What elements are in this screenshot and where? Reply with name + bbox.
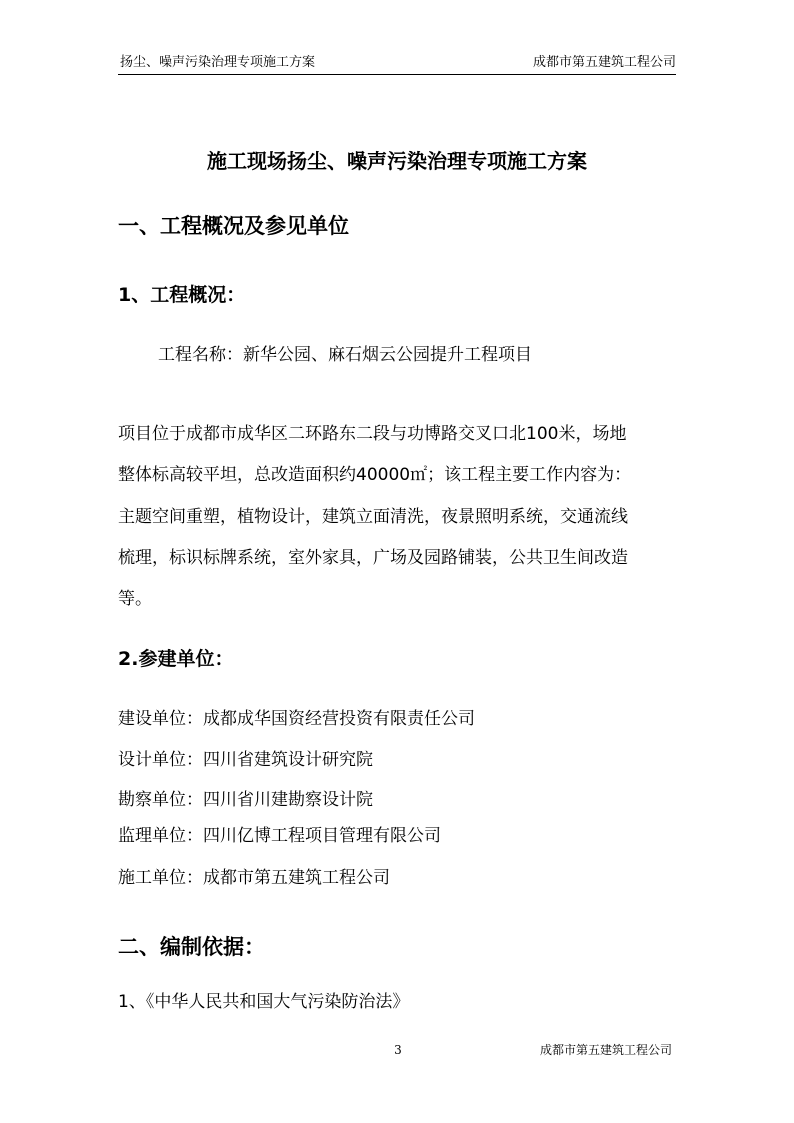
description-line: 主题空间重塑，植物设计，建筑立面清洗，夜景照明系统，交通流线	[118, 507, 628, 527]
section-heading-basis: 二、编制依据：	[118, 935, 265, 959]
unit-item-construction-owner: 建设单位：成都成华国资经营投资有限责任公司	[118, 709, 475, 729]
unit-item-supervision: 监理单位：四川亿博工程项目管理有限公司	[118, 826, 441, 846]
document-title: 施工现场扬尘、噪声污染治理专项施工方案	[207, 149, 587, 173]
project-name-line: 工程名称：新华公园、麻石烟云公园提升工程项目	[158, 345, 532, 365]
description-line: 项目位于成都市成华区二环路东二段与功博路交叉口北100米，场地	[118, 424, 627, 444]
basis-item: 1、《中华人民共和国大气污染防治法》	[118, 992, 410, 1012]
unit-item-design: 设计单位：四川省建筑设计研究院	[118, 750, 373, 770]
subsection-heading-project-overview: 1、工程概况：	[118, 284, 246, 306]
footer-company-name: 成都市第五建筑工程公司	[539, 1043, 672, 1057]
description-line: 整体标高较平坦，总改造面积约40000㎡；该工程主要工作内容为：	[118, 465, 632, 485]
description-line: 等。	[118, 589, 152, 609]
unit-item-survey: 勘察单位：四川省川建勘察设计院	[118, 790, 373, 810]
header-document-title: 扬尘、噪声污染治理专项施工方案	[120, 55, 316, 70]
section-heading-overview: 一、工程概况及参见单位	[118, 214, 349, 238]
subsection-heading-participating-units: 2.参建单位：	[118, 648, 234, 670]
page-number: 3	[394, 1043, 402, 1057]
header-company-name: 成都市第五建筑工程公司	[532, 55, 676, 70]
unit-item-contractor: 施工单位：成都市第五建筑工程公司	[118, 868, 390, 888]
header-divider	[118, 74, 676, 75]
description-line: 梳理，标识标牌系统，室外家具，广场及园路铺装，公共卫生间改造	[118, 548, 628, 568]
